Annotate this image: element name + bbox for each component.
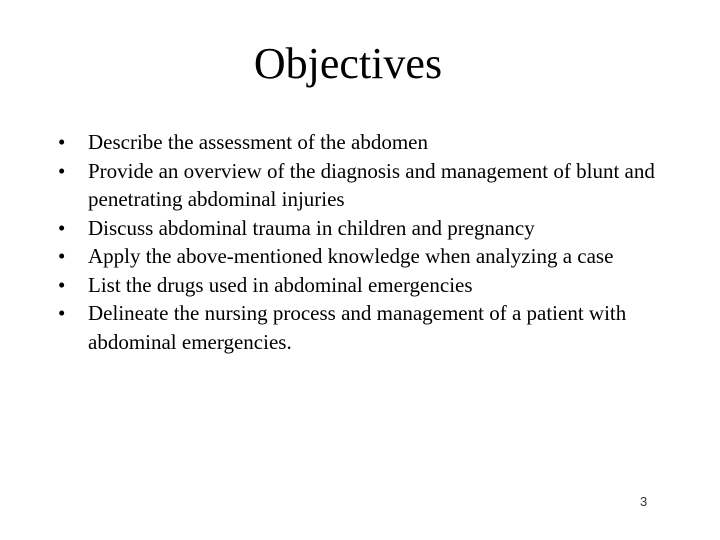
list-item — [58, 214, 678, 243]
bullet-text: Provide an overview of the diagnosis and management of blunt and penetrating abdominal injuries — [88, 158, 655, 211]
bullet-text: Discuss abdominal trauma in children and pregnancy — [88, 215, 535, 240]
bullet-icon: • — [58, 272, 66, 297]
bullet-icon: • — [58, 215, 66, 240]
bullet-icon: • — [58, 301, 66, 325]
bullet-text: Describe the assessment of the abdomen — [88, 130, 428, 154]
list-item — [58, 157, 678, 214]
bullet-text: Delineate the nursing process and management of a patient with abdominal emergencies. — [88, 301, 627, 354]
list-item — [58, 128, 678, 157]
bullet-icon: • — [58, 244, 66, 268]
bullet-icon: • — [58, 158, 66, 183]
page-number: 3 — [640, 494, 648, 509]
list-item — [58, 299, 678, 356]
list-item — [58, 242, 678, 271]
list-item — [58, 271, 678, 300]
bullet-text: List the drugs used in abdominal emergencies — [88, 272, 473, 297]
objectives-list — [58, 128, 678, 356]
slide-title: Objectives — [253, 39, 443, 88]
bullet-text: Apply the above-mentioned knowledge when analyzing a case — [88, 244, 614, 268]
bullet-icon: • — [58, 130, 66, 154]
